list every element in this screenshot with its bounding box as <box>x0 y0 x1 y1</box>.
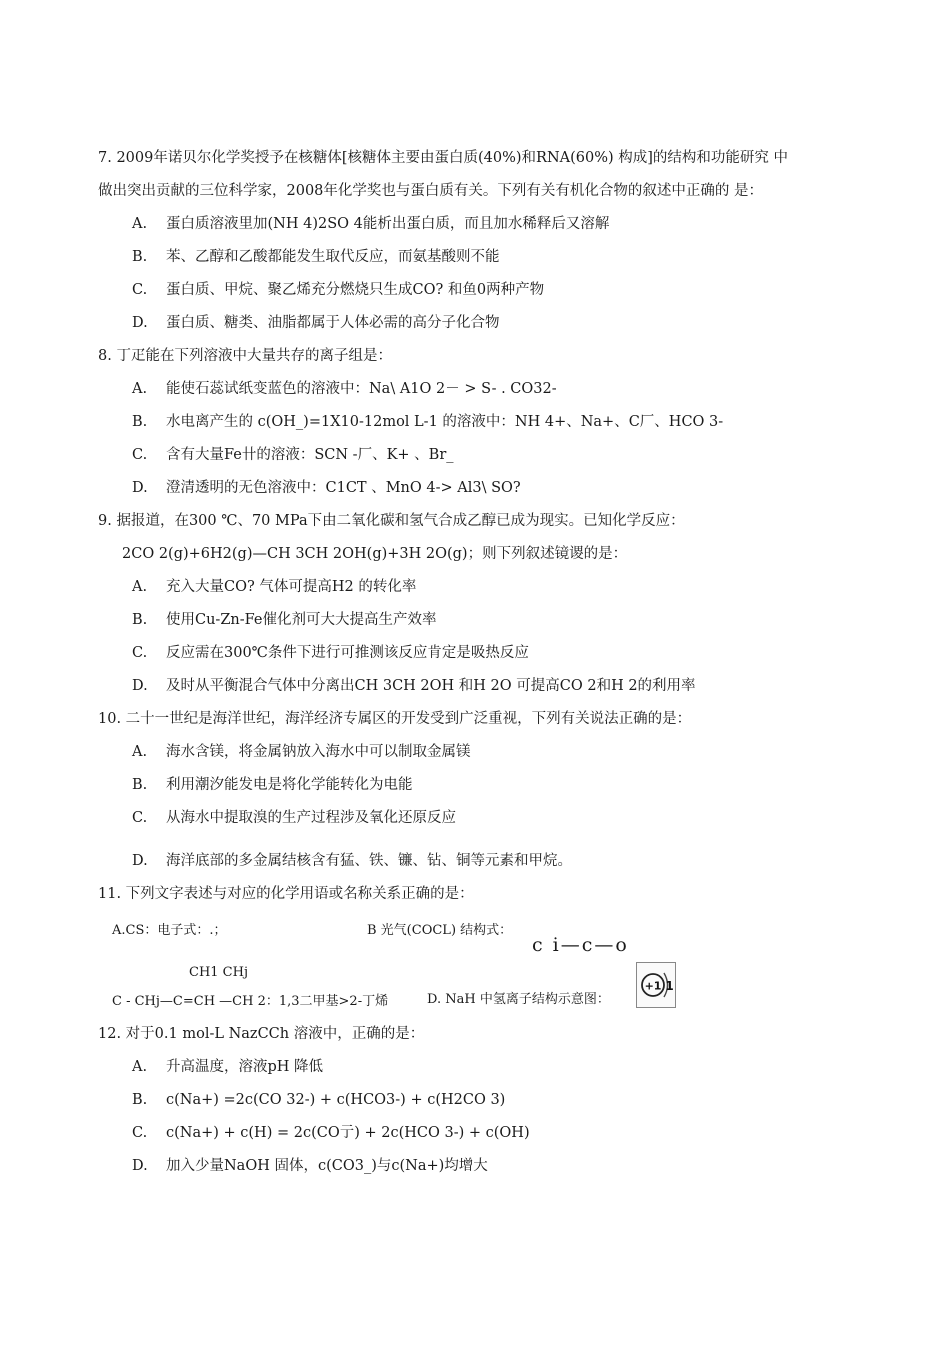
option-text: 从海水中提取溴的生产过程涉及氧化还原反应 <box>166 810 456 826</box>
q10-option-d <box>132 851 572 871</box>
shell-electron-count: 1 <box>665 979 674 993</box>
q9-option-c <box>132 643 529 663</box>
q8-option-d <box>132 478 521 498</box>
option-label: A. <box>132 744 148 760</box>
q8-option-c <box>132 445 454 465</box>
q10-option-c <box>132 808 456 828</box>
q11-option-d: D. NaH 中氢离子结构示意图： <box>427 992 610 1007</box>
option-label: A. <box>132 216 148 232</box>
q12-option-d <box>132 1156 488 1176</box>
q10-stem: 10. 二十一世纪是海洋世纪，海洋经济专属区的开发受到广泛重视，下列有关说法正确的是： <box>98 711 692 727</box>
option-text: 反应需在300℃条件下进行可推测该反应肯定是吸热反应 <box>166 645 529 661</box>
nucleus-charge-label: +1 <box>644 979 662 993</box>
option-text: c(Na+) =2c(CO 32-) + c(HCO3-) + c(H2CO 3) <box>166 1092 506 1108</box>
option-label: D. <box>132 480 148 496</box>
option-text: 利用潮汐能发电是将化学能转化为电能 <box>166 777 413 793</box>
option-label: D. <box>132 1158 148 1174</box>
option-label: D. <box>132 315 148 331</box>
option-label: B. <box>132 414 148 430</box>
q12-option-c <box>132 1123 530 1143</box>
option-text: 使用Cu-Zn-Fe催化剂可大大提高生产效率 <box>166 612 437 628</box>
option-label: B. <box>132 777 148 793</box>
option-text: 澄清透明的无色溶液中：C1CT 、MnO 4-> Al3\ SO? <box>166 480 521 496</box>
option-label: D. <box>132 853 148 869</box>
option-text: 含有大量Fe卄的溶液：SCN -厂、K+ 、Br_ <box>166 447 454 463</box>
option-label: D. <box>132 678 148 694</box>
q7-option-d <box>132 313 500 333</box>
option-label: B. <box>132 612 148 628</box>
option-label: C. <box>132 447 148 463</box>
q7-option-a <box>132 214 609 234</box>
option-text: 充入大量CO? 气体可提高H2 的转化率 <box>166 579 417 595</box>
option-text: 蛋白质、甲烷、聚乙烯充分燃烧只生成CO? 和鱼0两种产物 <box>166 282 545 298</box>
option-text: 苯、乙醇和乙酸都能发生取代反应，而氨基酸则不能 <box>166 249 500 265</box>
q12-option-a <box>132 1057 323 1077</box>
option-label: C. <box>132 810 148 826</box>
option-text: 海水含镁，将金属钠放入海水中可以制取金属镁 <box>166 744 471 760</box>
option-label: C. <box>132 645 148 661</box>
option-text: 能使石蕊试纸变蓝色的溶液中：Na\ A1O 2－ > S- . CO32- <box>166 381 557 397</box>
q11-option-c-substituents: CH1 CHj <box>189 965 249 980</box>
q9-equation: 2CO 2(g)+6H2(g)—CH 3CH 2OH(g)+3H 2O(g)；则下列叙述镜谡的是： <box>122 546 628 562</box>
q7-stem-line1: 7. 2009年诺贝尔化学奖授予在核糖体[核糖体主要由蛋白质(40%)和RNA(60%) 构成]的结构和功能研究 中 <box>98 150 789 166</box>
option-label: B. <box>132 249 148 265</box>
option-text: 加入少量NaOH 固体，c(CO3_)与c(Na+)均增大 <box>166 1158 488 1174</box>
option-text: 升高温度，溶液pH 降低 <box>166 1059 324 1075</box>
option-label: A. <box>132 1059 148 1075</box>
q7-stem-line2: 做出突出贡献的三位科学家，2008年化学奖也与蛋白质有关。下列有关有机化合物的叙述中正确的 是： <box>98 183 764 199</box>
option-text: 蛋白质、糖类、油脂都属于人体必需的高分子化合物 <box>166 315 500 331</box>
option-text: c(Na+) + c(H) = 2c(CO亍) + 2c(HCO 3-) + c(OH) <box>166 1125 530 1141</box>
phosgene-structural-formula: c i—c—o <box>532 934 629 956</box>
q10-option-b <box>132 775 413 795</box>
q12-stem: 12. 对于0.1 mol-L NazCCh 溶液中，正确的是： <box>98 1026 425 1042</box>
q11-option-c: C - CHj—C=CH —CH 2：1,3二甲基>2-丁烯 <box>112 994 389 1009</box>
option-text: 蛋白质溶液里加(NH 4)2SO 4能析出蛋白质，而且加水稀释后又溶解 <box>166 216 610 232</box>
q9-option-d <box>132 676 696 696</box>
q9-option-b <box>132 610 437 630</box>
q9-option-a <box>132 577 416 597</box>
q10-option-a <box>132 742 471 762</box>
option-label: A. <box>132 579 148 595</box>
q11-option-b: B 光气(COCL) 结构式： <box>367 923 513 938</box>
q7-option-b <box>132 247 500 267</box>
q8-option-a <box>132 379 557 399</box>
q12-option-b <box>132 1090 505 1110</box>
q11-option-a: A.CS：电子式：.； <box>112 923 227 938</box>
q11-stem: 11. 下列文字表述与对应的化学用语或名称关系正确的是： <box>98 886 474 902</box>
option-text: 海洋底部的多金属结核含有猛、铁、镰、钻、铜等元素和甲烷。 <box>166 853 572 869</box>
option-text: 及时从平衡混合气体中分离出CH 3CH 2OH 和H 2O 可提高CO 2和H 2的利用率 <box>166 678 696 694</box>
q7-option-c <box>132 280 544 300</box>
q8-stem: 8. 丁疋能在下列溶液中大量共存的离子组是： <box>98 348 392 364</box>
option-text: 水电离产生的 c(OH_)=1X10-12mol L-1 的溶液中：NH 4+、Na+、C厂、HCO 3- <box>166 414 724 430</box>
option-label: C. <box>132 1125 148 1141</box>
q8-option-b <box>132 412 723 432</box>
option-label: B. <box>132 1092 148 1108</box>
hydride-ion-structure-diagram <box>636 962 676 1008</box>
option-label: C. <box>132 282 148 298</box>
q9-stem-line1: 9. 据报道，在300 ℃、70 MPa下由二氧化碳和氢气合成乙醇已成为现实。已知化学反应： <box>98 513 685 529</box>
option-label: A. <box>132 381 148 397</box>
